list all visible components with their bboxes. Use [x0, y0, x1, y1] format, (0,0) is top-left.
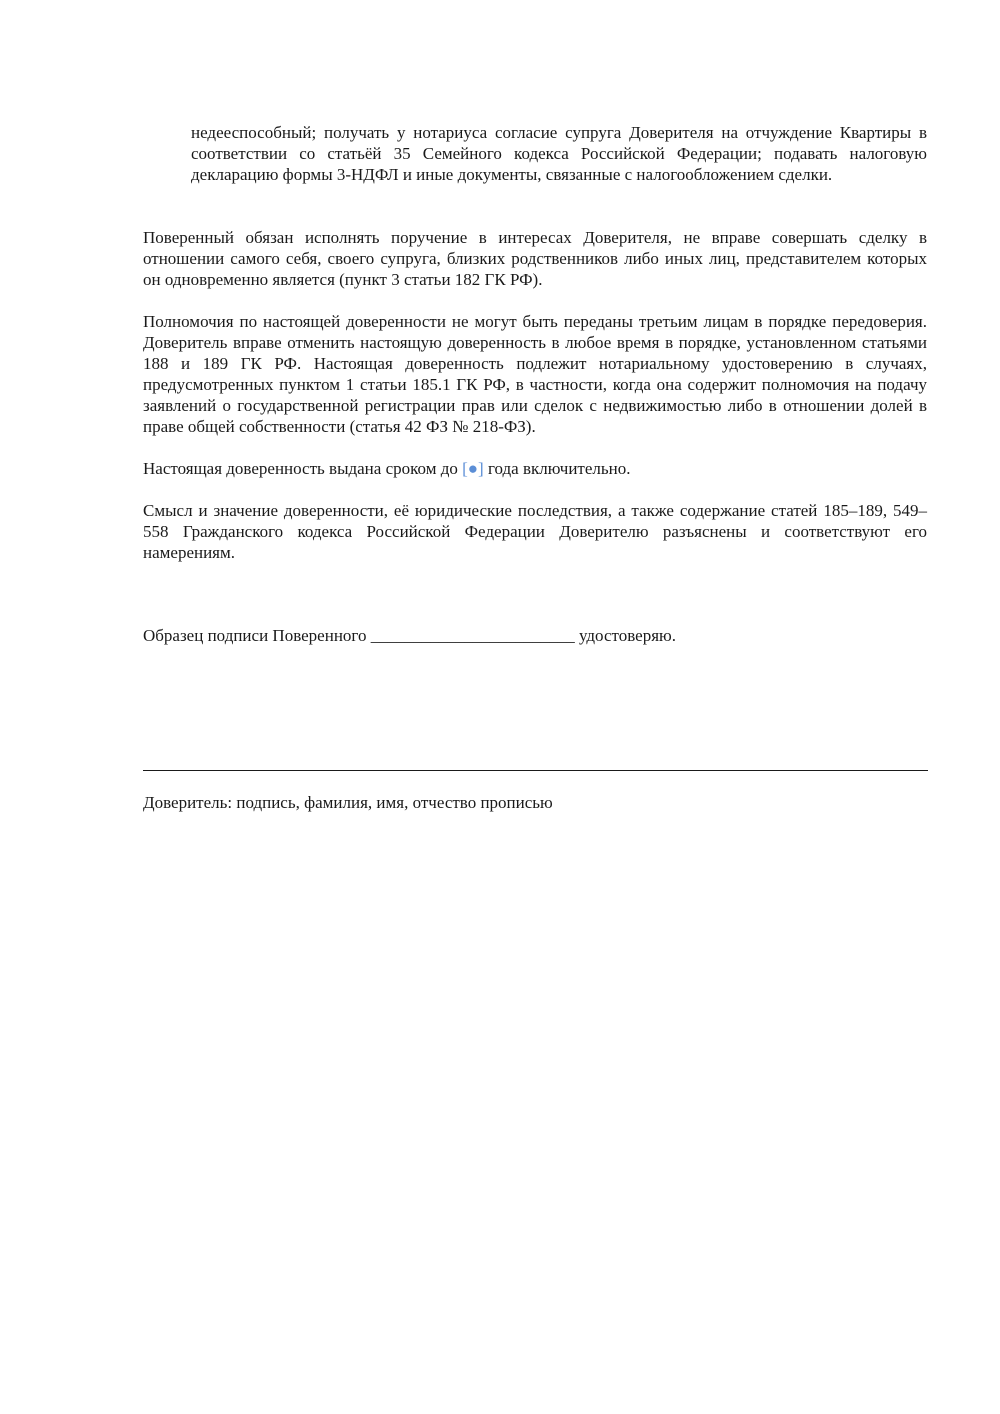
paragraph-powers: Полномочия по настоящей доверенности не могут быть переданы третьим лицам в порядке передоверия. Доверитель вправе отменить настоящую доверенность в любое время в порядке, установленном статьями 188 и 189 ГК РФ. Настоящая доверенность подлежит нотариальному удостоверению в случаях, предусмотренных пунктом 1 статьи 185.1 ГК РФ, в частности, когда она содержит полномочия на подачу заявлений о государственной регистрации прав или сделок с недвижимостью либо в отношении долей в праве общей собственности (статья 42 ФЗ № 218-ФЗ).	[143, 312, 927, 436]
term-suffix: года включительно.	[483, 459, 631, 478]
paragraph-term	[143, 458, 927, 479]
term-date-placeholder: [●]	[462, 459, 484, 478]
paragraph-obligation: Поверенный обязан исполнять поручение в интересах Доверителя, не вправе совершать сделку в отношении самого себя, своего супруга, близких родственников либо иных лиц, представителем которых он одновременно является (пункт 3 статьи 182 ГК РФ).	[143, 228, 927, 289]
principal-signature-caption: Доверитель: подпись, фамилия, имя, отчество прописью	[143, 793, 553, 812]
list-item-continuation: недееспособный; получать у нотариуса согласие супруга Доверителя на отчуждение Квартиры в соответствии со статьёй 35 Семейного кодекса Российской Федерации; подавать налоговую декларацию формы 3-НДФЛ и иные документы, связанные с налогообложением сделки.	[191, 123, 927, 184]
signature-rule	[143, 770, 928, 771]
paragraph-explained: Смысл и значение доверенности, её юридические последствия, а также содержание статей 185–189, 549–558 Гражданского кодекса Российской Федерации Доверителю разъяснены и соответствуют его намерениям.	[143, 501, 927, 562]
term-prefix: Настоящая доверенность выдана сроком до	[143, 459, 463, 478]
specimen-signature-line: Образец подписи Поверенного ________________________ удостоверяю.	[143, 626, 676, 645]
